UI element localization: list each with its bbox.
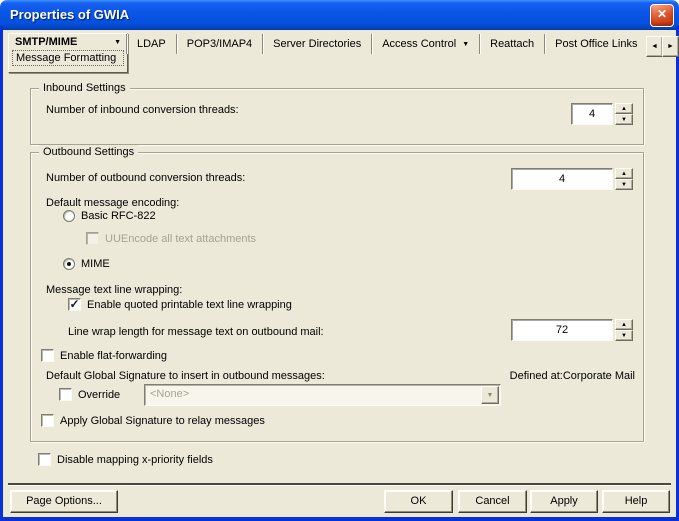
tab-smtp-mime-label: SMTP/MIME xyxy=(15,36,78,48)
wrap-length-label: Line wrap length for message text on outbound mail: xyxy=(68,326,324,338)
outbound-threads-label: Number of outbound conversion threads: xyxy=(46,172,246,184)
checkbox-flat-forwarding[interactable] xyxy=(41,349,167,362)
tab-scroll-left-icon[interactable]: ◄ xyxy=(646,36,663,57)
wrap-length-stepper xyxy=(615,319,633,341)
checkbox-icon[interactable] xyxy=(59,388,72,401)
checkbox-uuencode-label: UUEncode all text attachments xyxy=(105,232,257,245)
window-border-left xyxy=(0,26,3,521)
radio-basic-rfc822[interactable] xyxy=(63,210,156,222)
checkbox-xpriority[interactable] xyxy=(38,453,213,466)
tab-pop3-imap4[interactable]: POP3/IMAP4 xyxy=(186,38,253,50)
close-icon[interactable]: ✕ xyxy=(650,4,674,27)
tab-scroll-right-icon[interactable]: ► xyxy=(662,36,679,57)
checkbox-icon[interactable] xyxy=(41,349,54,362)
checkbox-xpriority-label: Disable mapping x-priority fields xyxy=(57,453,213,466)
tab-post-office-links[interactable]: Post Office Links xyxy=(555,38,638,50)
combo-dropdown-icon: ▼ xyxy=(481,386,499,404)
signature-label: Default Global Signature to insert in outbound messages: xyxy=(46,370,325,382)
inbound-threads-stepper xyxy=(615,103,633,125)
wrap-length-field[interactable]: 72 xyxy=(511,319,613,341)
tab-reattach[interactable]: Reattach xyxy=(490,38,535,50)
ok-button[interactable]: OK xyxy=(384,490,453,513)
checkbox-uuencode xyxy=(86,232,256,245)
checkbox-relay-signature[interactable] xyxy=(41,414,265,427)
spin-down-icon[interactable]: ▼ xyxy=(615,179,633,190)
checkbox-override-label: Override xyxy=(78,388,121,401)
chevron-down-icon[interactable]: ▼ xyxy=(114,38,121,46)
checkbox-quoted-printable[interactable] xyxy=(68,298,292,311)
window-border-bottom xyxy=(0,517,679,521)
checkbox-icon xyxy=(86,232,99,245)
outbound-settings-group xyxy=(30,146,644,442)
defined-at-label: Defined at:Corporate Mail xyxy=(509,370,635,382)
wrapping-label: Message text line wrapping: xyxy=(46,284,183,296)
tab-server-directories[interactable]: Server Directories xyxy=(273,38,362,50)
inbound-threads-field[interactable]: 4 xyxy=(571,103,613,125)
radio-mime[interactable] xyxy=(63,258,110,270)
outbound-settings-legend: Outbound Settings xyxy=(39,145,138,159)
button-divider xyxy=(8,483,671,486)
inbound-settings-legend: Inbound Settings xyxy=(39,81,130,95)
radio-mime-label: MIME xyxy=(81,258,110,270)
spin-up-icon[interactable]: ▲ xyxy=(615,103,633,114)
outbound-threads-stepper xyxy=(615,168,633,190)
spin-up-icon[interactable]: ▲ xyxy=(615,168,633,179)
radio-basic-rfc822-label: Basic RFC-822 xyxy=(81,210,156,222)
tab-access-control[interactable]: Access Control ▼ xyxy=(382,38,470,50)
radio-icon[interactable] xyxy=(63,210,75,222)
apply-button[interactable]: Apply xyxy=(530,490,598,513)
checkbox-quoted-printable-label: Enable quoted printable text line wrapping xyxy=(87,298,292,311)
tab-smtp-mime[interactable] xyxy=(8,33,128,73)
encoding-label: Default message encoding: xyxy=(46,197,180,209)
spin-down-icon[interactable]: ▼ xyxy=(615,330,633,341)
tab-strip xyxy=(126,33,645,55)
checkbox-checked-icon[interactable]: ✓ xyxy=(69,298,80,311)
help-button[interactable]: Help xyxy=(602,490,670,513)
tab-ldap[interactable]: LDAP xyxy=(137,38,166,50)
chevron-down-icon[interactable]: ▼ xyxy=(462,40,470,48)
signature-combobox-value: <None> xyxy=(150,388,190,400)
page-options-button[interactable]: Page Options... xyxy=(10,490,118,513)
outbound-threads-field[interactable]: 4 xyxy=(511,168,613,190)
signature-combobox xyxy=(144,384,501,406)
radio-selected-icon[interactable] xyxy=(63,258,75,270)
cancel-button[interactable]: Cancel xyxy=(458,490,527,513)
window-title: Properties of GWIA xyxy=(10,7,130,22)
inbound-settings-group xyxy=(30,82,644,145)
inbound-threads-label: Number of inbound conversion threads: xyxy=(46,104,239,116)
checkbox-relay-signature-label: Apply Global Signature to relay messages xyxy=(60,414,265,427)
title-bar[interactable] xyxy=(0,0,679,30)
spin-up-icon[interactable]: ▲ xyxy=(615,319,633,330)
checkbox-flat-forwarding-label: Enable flat-forwarding xyxy=(60,349,168,362)
subtab-message-formatting[interactable]: Message Formatting xyxy=(12,50,124,66)
checkbox-icon[interactable] xyxy=(41,414,54,427)
checkbox-icon[interactable] xyxy=(38,453,51,466)
spin-down-icon[interactable]: ▼ xyxy=(615,114,633,125)
checkbox-override[interactable] xyxy=(59,388,120,401)
